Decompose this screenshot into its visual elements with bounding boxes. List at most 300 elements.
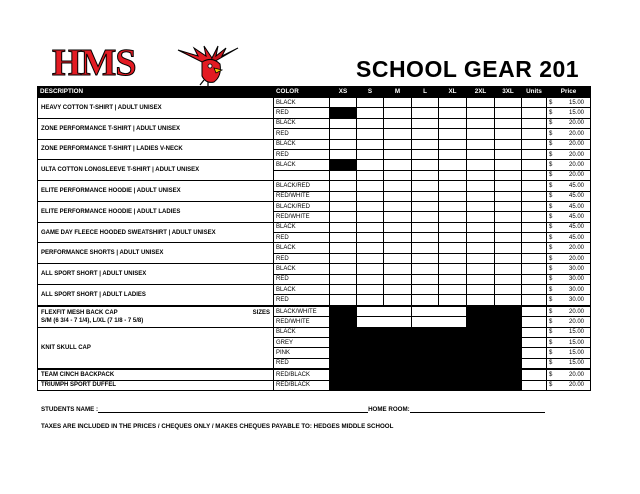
quantity-cell[interactable]: [384, 212, 412, 222]
price-amount: 15.00: [568, 360, 584, 367]
quantity-cell[interactable]: [384, 191, 412, 201]
price-amount: 15.00: [568, 329, 584, 336]
price-cell: [547, 201, 591, 211]
price-cell: [547, 170, 591, 180]
quantity-cell[interactable]: [330, 274, 357, 284]
units-cell[interactable]: [522, 369, 547, 380]
quantity-cell[interactable]: [467, 274, 495, 284]
quantity-cell[interactable]: [439, 233, 467, 243]
quantity-cell[interactable]: [467, 170, 495, 180]
price-amount: 20.00: [568, 130, 584, 137]
units-cell[interactable]: [522, 149, 547, 159]
quantity-cell[interactable]: [384, 274, 412, 284]
price-value: [549, 161, 590, 169]
price-amount: 45.00: [568, 234, 584, 241]
units-cell[interactable]: [522, 285, 547, 295]
quantity-cell[interactable]: [384, 222, 412, 232]
item-description: ELITE PERFORMANCE HOODIE | ADULT UNISEX: [38, 181, 274, 202]
students-name-label: STUDENTS NAME :: [41, 406, 99, 413]
quantity-cell[interactable]: [357, 160, 384, 170]
quantity-cell[interactable]: [357, 212, 384, 222]
quantity-cell[interactable]: [467, 160, 495, 170]
currency-symbol: $: [549, 371, 553, 378]
units-cell[interactable]: [522, 253, 547, 263]
price-cell: [547, 327, 591, 337]
quantity-cell[interactable]: [495, 98, 522, 108]
quantity-cell[interactable]: [495, 181, 522, 191]
quantity-cell[interactable]: [412, 285, 439, 295]
quantity-cell[interactable]: [357, 201, 384, 211]
col-m: M: [384, 87, 412, 98]
table-row: [38, 285, 591, 295]
price-cell: [547, 243, 591, 253]
units-cell[interactable]: [522, 129, 547, 139]
currency-symbol: $: [549, 172, 553, 179]
quantity-cell[interactable]: [357, 274, 384, 284]
quantity-cell[interactable]: [330, 129, 357, 139]
quantity-cell[interactable]: [412, 317, 467, 327]
price-value: [549, 130, 590, 138]
item-description: PERFORMANCE SHORTS | ADULT UNISEX: [38, 243, 274, 264]
quantity-cell[interactable]: [495, 233, 522, 243]
quantity-cell[interactable]: [412, 170, 439, 180]
quantity-cell[interactable]: [357, 170, 384, 180]
price-cell: [547, 118, 591, 128]
quantity-cell[interactable]: [495, 149, 522, 159]
quantity-cell[interactable]: [439, 118, 467, 128]
students-name-row: [41, 405, 545, 413]
quantity-cell[interactable]: [384, 160, 412, 170]
quantity-cell[interactable]: [412, 253, 439, 263]
quantity-cell[interactable]: [495, 222, 522, 232]
quantity-cell[interactable]: [495, 129, 522, 139]
quantity-cell[interactable]: [357, 233, 384, 243]
color-cell: RED: [274, 295, 330, 306]
price-cell: [547, 337, 591, 347]
color-cell: RED: [274, 358, 330, 369]
price-amount: 45.00: [568, 193, 584, 200]
quantity-cell[interactable]: [439, 98, 467, 108]
color-cell: BLACK: [274, 285, 330, 295]
quantity-cell[interactable]: [467, 212, 495, 222]
quantity-cell[interactable]: [357, 181, 384, 191]
price-cell: [547, 358, 591, 369]
price-cell: [547, 285, 591, 295]
quantity-cell[interactable]: [357, 129, 384, 139]
quantity-cell[interactable]: [467, 201, 495, 211]
quantity-cell[interactable]: [357, 108, 384, 118]
quantity-cell[interactable]: [357, 222, 384, 232]
quantity-cell[interactable]: [495, 243, 522, 253]
cap-sizes-detail: S/M (6 3/4 - 7 1/4), L/XL (7 1/8 - 7 5/8): [41, 317, 144, 324]
units-cell[interactable]: [522, 108, 547, 118]
units-cell[interactable]: [522, 191, 547, 201]
col-xs: XS: [330, 87, 357, 98]
color-cell: RED: [274, 233, 330, 243]
quantity-cell[interactable]: [495, 264, 522, 274]
units-cell[interactable]: [522, 98, 547, 108]
quantity-cell[interactable]: [330, 181, 357, 191]
price-value: [549, 140, 590, 148]
units-cell[interactable]: [522, 222, 547, 232]
quantity-cell[interactable]: [330, 170, 357, 180]
currency-symbol: $: [549, 182, 553, 189]
quantity-cell[interactable]: [330, 264, 357, 274]
quantity-cell[interactable]: [384, 295, 412, 306]
price-cell: [547, 380, 591, 390]
price-value: [549, 371, 590, 379]
quantity-cell[interactable]: [384, 170, 412, 180]
currency-symbol: $: [549, 141, 553, 148]
currency-symbol: $: [549, 213, 553, 220]
price-amount: 20.00: [568, 141, 584, 148]
quantity-cell[interactable]: [495, 139, 522, 149]
item-description: KNIT SKULL CAP: [38, 327, 274, 369]
price-amount: 20.00: [568, 308, 584, 315]
table-row: [38, 327, 591, 337]
quantity-cell[interactable]: [384, 253, 412, 263]
table-row: [38, 98, 591, 108]
col-2xl: 2XL: [467, 87, 495, 98]
currency-symbol: $: [549, 130, 553, 137]
table-row: [38, 118, 591, 128]
quantity-cell[interactable]: [330, 285, 357, 295]
quantity-cell[interactable]: [330, 253, 357, 263]
currency-symbol: $: [549, 360, 553, 367]
quantity-cell[interactable]: [467, 285, 495, 295]
quantity-cell[interactable]: [495, 160, 522, 170]
quantity-cell[interactable]: [439, 129, 467, 139]
price-value: [549, 213, 590, 221]
price-value: [549, 203, 590, 211]
quantity-cell[interactable]: [412, 201, 439, 211]
quantity-cell[interactable]: [495, 170, 522, 180]
price-amount: 30.00: [568, 265, 584, 272]
table-row: [38, 222, 591, 232]
quantity-cell[interactable]: [439, 139, 467, 149]
quantity-cell[interactable]: [439, 191, 467, 201]
color-cell: RED/WHITE: [274, 212, 330, 222]
quantity-cell[interactable]: [384, 264, 412, 274]
quantity-cell[interactable]: [412, 264, 439, 274]
quantity-cell[interactable]: [357, 264, 384, 274]
quantity-cell[interactable]: [495, 118, 522, 128]
price-value: [549, 308, 590, 316]
price-amount: 15.00: [568, 110, 584, 117]
item-description: ELITE PERFORMANCE HOODIE | ADULT LADIES: [38, 201, 274, 222]
price-cell: [547, 295, 591, 306]
color-cell: BLACK: [274, 243, 330, 253]
quantity-cell[interactable]: [495, 108, 522, 118]
color-cell: BLACK: [274, 118, 330, 128]
quantity-cell[interactable]: [412, 222, 439, 232]
col-price: Price: [547, 87, 591, 98]
units-cell[interactable]: [522, 170, 547, 180]
units-cell[interactable]: [522, 380, 547, 390]
quantity-cell[interactable]: [384, 233, 412, 243]
quantity-cell[interactable]: [357, 243, 384, 253]
price-value: [549, 99, 590, 107]
units-cell[interactable]: [522, 348, 547, 358]
quantity-cell[interactable]: [357, 98, 384, 108]
price-amount: 45.00: [568, 213, 584, 220]
quantity-cell[interactable]: [412, 181, 439, 191]
unavailable-size-cell: [330, 306, 357, 327]
quantity-cell[interactable]: [495, 253, 522, 263]
item-description: [38, 306, 274, 327]
currency-symbol: $: [549, 350, 553, 357]
quantity-cell[interactable]: [467, 191, 495, 201]
quantity-cell[interactable]: [412, 212, 439, 222]
quantity-cell[interactable]: [467, 139, 495, 149]
quantity-cell[interactable]: [412, 191, 439, 201]
quantity-cell[interactable]: [467, 243, 495, 253]
quantity-cell[interactable]: [439, 295, 467, 306]
quantity-cell[interactable]: [330, 233, 357, 243]
price-cell: [547, 222, 591, 232]
table-row: [38, 139, 591, 149]
quantity-cell[interactable]: [384, 285, 412, 295]
units-cell[interactable]: [522, 274, 547, 284]
quantity-cell[interactable]: [357, 285, 384, 295]
units-cell[interactable]: [522, 160, 547, 170]
quantity-cell[interactable]: [495, 201, 522, 211]
units-cell[interactable]: [522, 181, 547, 191]
item-description: ALL SPORT SHORT | ADULT LADIES: [38, 285, 274, 306]
col-3xl: 3XL: [495, 87, 522, 98]
table-header: [38, 87, 591, 98]
quantity-cell[interactable]: [412, 108, 439, 118]
item-description: ALL SPORT SHORT | ADULT UNISEX: [38, 264, 274, 285]
item-description: GAME DAY FLEECE HOODED SWEATSHIRT | ADULT UNISEX: [38, 222, 274, 243]
quantity-cell[interactable]: [439, 108, 467, 118]
quantity-cell[interactable]: [439, 181, 467, 191]
currency-symbol: $: [549, 162, 553, 169]
units-cell[interactable]: [522, 201, 547, 211]
quantity-cell[interactable]: [439, 264, 467, 274]
units-cell[interactable]: [522, 212, 547, 222]
quantity-cell[interactable]: [330, 118, 357, 128]
price-amount: 15.00: [568, 350, 584, 357]
color-cell: RED: [274, 274, 330, 284]
price-amount: 15.00: [568, 339, 584, 346]
currency-symbol: $: [549, 382, 553, 389]
item-description: ZONE PERFORMANCE T-SHIRT | ADULT UNISEX: [38, 118, 274, 139]
price-value: [549, 182, 590, 190]
quantity-cell[interactable]: [330, 212, 357, 222]
quantity-cell[interactable]: [439, 274, 467, 284]
quantity-cell[interactable]: [330, 222, 357, 232]
price-cell: [547, 253, 591, 263]
quantity-cell[interactable]: [439, 253, 467, 263]
quantity-cell[interactable]: [467, 181, 495, 191]
price-value: [549, 151, 590, 159]
quantity-cell[interactable]: [412, 118, 439, 128]
quantity-cell[interactable]: [384, 149, 412, 159]
price-value: [549, 234, 590, 242]
units-cell[interactable]: [522, 337, 547, 347]
quantity-cell[interactable]: [384, 201, 412, 211]
quantity-cell[interactable]: [495, 295, 522, 306]
quantity-cell[interactable]: [412, 149, 439, 159]
quantity-cell[interactable]: [357, 306, 412, 317]
price-value: [549, 339, 590, 347]
quantity-cell[interactable]: [467, 264, 495, 274]
quantity-cell[interactable]: [384, 181, 412, 191]
quantity-cell[interactable]: [495, 285, 522, 295]
price-cell: [547, 264, 591, 274]
quantity-cell[interactable]: [330, 243, 357, 253]
quantity-cell[interactable]: [467, 233, 495, 243]
quantity-cell[interactable]: [467, 295, 495, 306]
currency-symbol: $: [549, 255, 553, 262]
school-logo: [52, 44, 136, 82]
currency-symbol: $: [549, 276, 553, 283]
quantity-cell[interactable]: [412, 306, 467, 317]
price-amount: 45.00: [568, 182, 584, 189]
color-cell: RED: [274, 253, 330, 263]
quantity-cell[interactable]: [412, 233, 439, 243]
price-value: [549, 286, 590, 294]
quantity-cell[interactable]: [412, 139, 439, 149]
price-amount: 20.00: [568, 382, 584, 389]
payment-note: TAXES ARE INCLUDED IN THE PRICES / CHEQUES ONLY / MAKES CHEQUES PAYABLE TO: HEDGES MIDDLE SCHOOL: [41, 423, 394, 430]
price-amount: 20.00: [568, 255, 584, 262]
quantity-cell[interactable]: [439, 149, 467, 159]
quantity-cell[interactable]: [439, 212, 467, 222]
currency-symbol: $: [549, 286, 553, 293]
col-units: Units: [522, 87, 547, 98]
quantity-cell[interactable]: [467, 222, 495, 232]
quantity-cell[interactable]: [412, 160, 439, 170]
color-cell: BLACK: [274, 264, 330, 274]
home-room-field[interactable]: [410, 405, 545, 413]
quantity-cell[interactable]: [412, 274, 439, 284]
quantity-cell[interactable]: [330, 139, 357, 149]
col-xl: XL: [439, 87, 467, 98]
currency-symbol: $: [549, 224, 553, 231]
quantity-cell[interactable]: [439, 285, 467, 295]
quantity-cell[interactable]: [412, 98, 439, 108]
quantity-cell[interactable]: [357, 118, 384, 128]
quantity-cell[interactable]: [357, 317, 412, 327]
price-cell: [547, 181, 591, 191]
quantity-cell[interactable]: [330, 295, 357, 306]
units-cell[interactable]: [522, 139, 547, 149]
quantity-cell[interactable]: [495, 274, 522, 284]
quantity-cell[interactable]: [495, 191, 522, 201]
hawk-mascot-icon: [176, 42, 240, 86]
quantity-cell[interactable]: [467, 108, 495, 118]
price-cell: [547, 274, 591, 284]
quantity-cell[interactable]: [330, 191, 357, 201]
units-cell[interactable]: [522, 306, 547, 317]
logo-text: HMS: [52, 42, 136, 84]
units-cell[interactable]: [522, 295, 547, 306]
page-title: SCHOOL GEAR 201: [356, 56, 580, 82]
quantity-cell[interactable]: [384, 129, 412, 139]
quantity-cell[interactable]: [384, 98, 412, 108]
units-cell[interactable]: [522, 327, 547, 337]
item-description: TEAM CINCH BACKPACK: [38, 369, 274, 380]
units-cell[interactable]: [522, 243, 547, 253]
units-cell[interactable]: [522, 358, 547, 369]
quantity-cell[interactable]: [495, 212, 522, 222]
quantity-cell[interactable]: [384, 139, 412, 149]
color-cell: RED/BLACK: [274, 369, 330, 380]
quantity-cell[interactable]: [330, 98, 357, 108]
quantity-cell[interactable]: [412, 129, 439, 139]
quantity-cell[interactable]: [357, 253, 384, 263]
quantity-cell[interactable]: [439, 243, 467, 253]
quantity-cell[interactable]: [357, 139, 384, 149]
units-cell[interactable]: [522, 233, 547, 243]
color-cell: BLACK: [274, 327, 330, 337]
quantity-cell[interactable]: [467, 149, 495, 159]
students-name-field[interactable]: [98, 405, 368, 413]
quantity-cell[interactable]: [384, 118, 412, 128]
col-description: DESCRIPTION: [38, 87, 274, 98]
price-cell: [547, 149, 591, 159]
unavailable-size-cell: [330, 108, 357, 118]
quantity-cell[interactable]: [330, 201, 357, 211]
quantity-cell[interactable]: [357, 191, 384, 201]
table-row: [38, 181, 591, 191]
quantity-cell[interactable]: [467, 98, 495, 108]
currency-symbol: $: [549, 234, 553, 241]
quantity-cell[interactable]: [439, 201, 467, 211]
price-amount: 20.00: [568, 162, 584, 169]
price-cell: [547, 160, 591, 170]
units-cell[interactable]: [522, 118, 547, 128]
currency-symbol: $: [549, 110, 553, 117]
quantity-cell[interactable]: [330, 149, 357, 159]
price-amount: 30.00: [568, 276, 584, 283]
price-amount: 20.00: [568, 371, 584, 378]
quantity-cell[interactable]: [412, 295, 439, 306]
price-amount: 20.00: [568, 318, 584, 325]
quantity-cell[interactable]: [412, 243, 439, 253]
col-s: S: [357, 87, 384, 98]
quantity-cell[interactable]: [357, 149, 384, 159]
col-color: COLOR: [274, 87, 330, 98]
quantity-cell[interactable]: [439, 170, 467, 180]
quantity-cell[interactable]: [384, 108, 412, 118]
quantity-cell[interactable]: [467, 129, 495, 139]
price-value: [549, 328, 590, 336]
col-l: L: [412, 87, 439, 98]
units-cell[interactable]: [522, 317, 547, 327]
table-row: [38, 264, 591, 274]
price-amount: 45.00: [568, 203, 584, 210]
quantity-cell[interactable]: [439, 160, 467, 170]
cap-title-line: [41, 309, 273, 317]
unavailable-size-cell: [467, 306, 522, 327]
quantity-cell[interactable]: [467, 118, 495, 128]
currency-symbol: $: [549, 308, 553, 315]
quantity-cell[interactable]: [384, 243, 412, 253]
color-cell: RED/BLACK: [274, 380, 330, 390]
price-cell: [547, 191, 591, 201]
quantity-cell[interactable]: [439, 222, 467, 232]
price-value: [549, 192, 590, 200]
price-amount: 30.00: [568, 286, 584, 293]
units-cell[interactable]: [522, 264, 547, 274]
quantity-cell[interactable]: [357, 295, 384, 306]
item-description: ZONE PERFORMANCE T-SHIRT | LADIES V-NECK: [38, 139, 274, 160]
color-cell: BLACK: [274, 160, 330, 170]
quantity-cell[interactable]: [467, 253, 495, 263]
